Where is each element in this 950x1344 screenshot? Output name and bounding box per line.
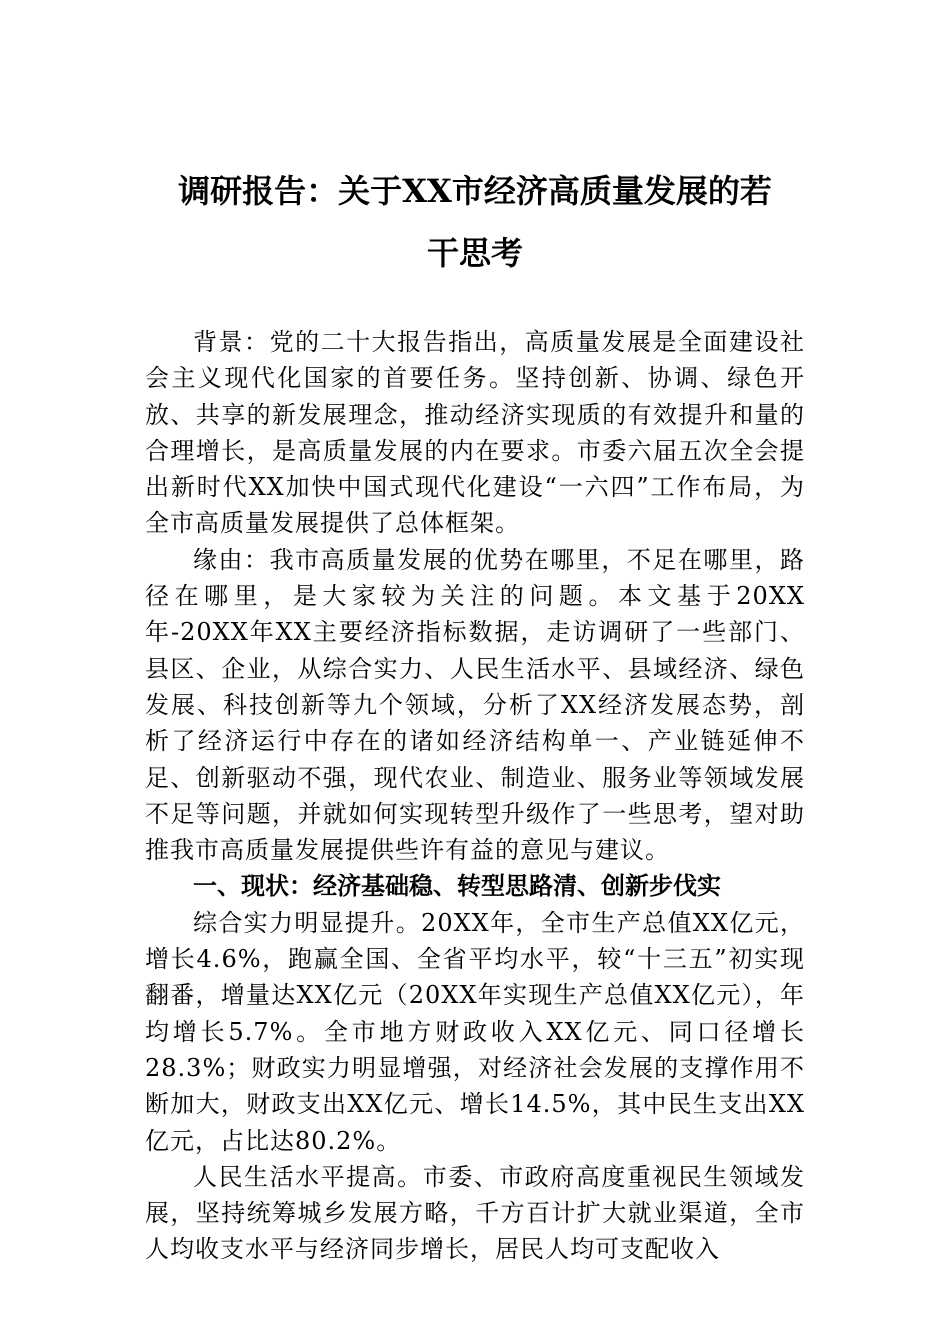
- paragraph-overall-strength: 综合实力明显提升。20XX年，全市生产总值XX亿元，增长4.6%，跑赢全国、全省平均水平，较“十三五”初实现翻番，增量达XX亿元（20XX年实现生产总值XX亿元），年均增长5.7%。全市地方财政收入XX亿元、同口径增长28.3%；财政实力明显增强，对经济社会发展的支撑作用不断加大，财政支出XX亿元、增长14.5%，其中民生支出XX亿元，占比达80.2%。: [145, 908, 805, 1155]
- paragraph-living-standard: 人民生活水平提高。市委、市政府高度重视民生领域发展，坚持统筹城乡发展方略，千方百计扩大就业渠道，全市人均收支水平与经济同步增长，居民人均可支配收入: [145, 1162, 805, 1264]
- title-line-2: 干思考: [426, 234, 523, 272]
- paragraph-background: 背景：党的二十大报告指出，高质量发展是全面建设社会主义现代化国家的首要任务。坚持创新、协调、绿色开放、共享的新发展理念，推动经济实现质的有效提升和量的合理增长，是高质量发展的内在要求。市委六届五次全会提出新时代XX加快中国式现代化建设“一六四”工作布局，为全市高质量发展提供了总体框架。: [145, 328, 805, 538]
- document-body: [145, 324, 805, 1268]
- document-title: [130, 160, 820, 284]
- paragraph-reason: 缘由：我市高质量发展的优势在哪里，不足在哪里，路径在哪里，是大家较为关注的问题。本文基于20XX年-20XX年XX主要经济指标数据，走访调研了一些部门、县区、企业，从综合实力、人民生活水平、县域经济、绿色发展、科技创新等九个领域，分析了XX经济发展态势，剖析了经济运行中存在的诸如经济结构单一、产业链延伸不足、创新驱动不强，现代农业、制造业、服务业等领域发展不足等问题，并就如何实现转型升级作了一些思考，望对助推我市高质量发展提供些许有益的意见与建议。: [145, 545, 805, 865]
- section-heading: 一、现状：经济基础稳、转型思路清、创新步伐实: [193, 872, 721, 901]
- title-line-1: 调研报告：关于XX市经济高质量发展的若: [178, 172, 772, 210]
